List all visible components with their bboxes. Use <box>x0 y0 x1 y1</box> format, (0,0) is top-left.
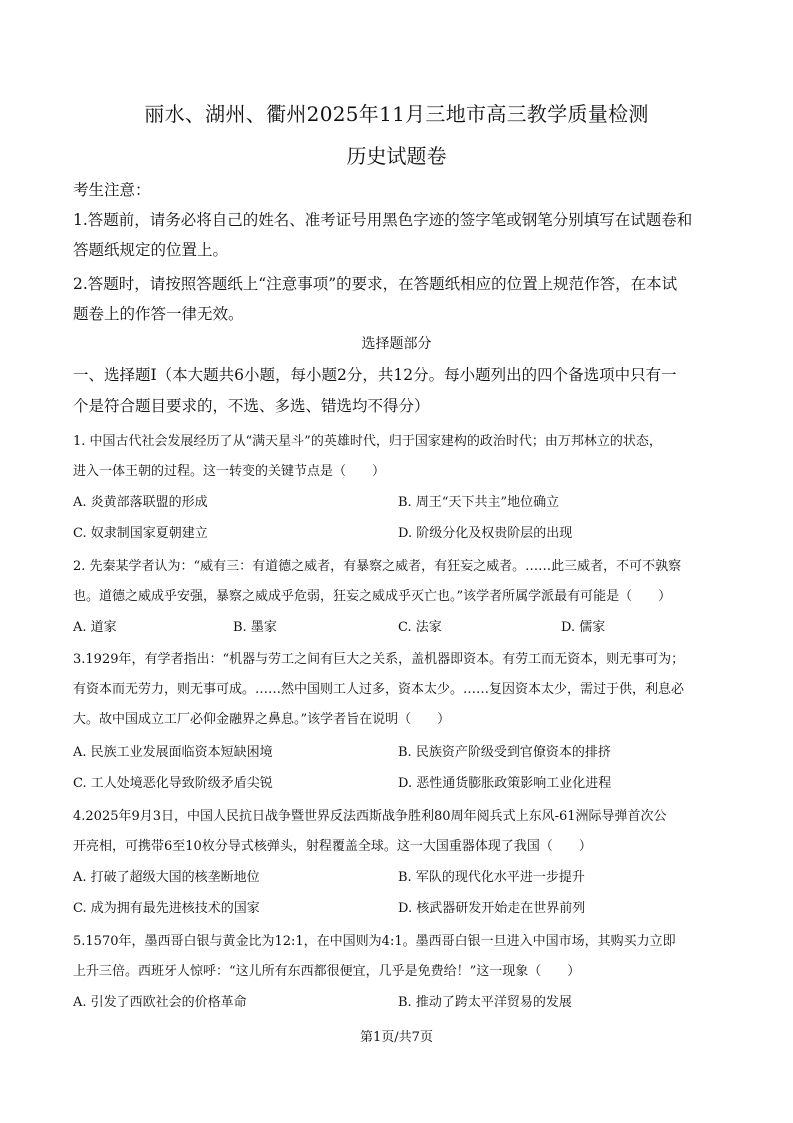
question-3-option-a: A. 民族工业发展面临资本短缺困境 <box>73 745 273 760</box>
exam-subtitle: 历史试题卷 <box>346 144 447 168</box>
question-3-option-b: B. 民族资产阶级受到官僚资本的排挤 <box>398 745 611 760</box>
notice-item-1-line-2: 答题纸规定的位置上。 <box>73 241 229 259</box>
question-5-stem-line-1: 5.1570年，墨西哥白银与黄金比为12:1，在中国则为4:1。墨西哥白银一旦进入中国市场，其购买力立即 <box>73 934 676 949</box>
exam-title: 丽水、湖州、衢州2025年11月三地市高三教学质量检测 <box>144 102 649 126</box>
question-1-option-b: B. 周王“天下共主”地位确立 <box>398 495 560 510</box>
question-2-stem-line-2: 也。道德之威成乎安强，暴察之威成乎危弱，狂妄之威成乎灭亡也。”该学者所属学派最有可能是（ ） <box>73 589 672 604</box>
question-4-option-c: C. 成为拥有最先进核技术的国家 <box>73 901 260 916</box>
notice-item-1-line-1: 1.答题前，请务必将自己的姓名、准考证号用黑色字迹的签字笔或钢笔分别填写在试题卷和 <box>73 211 693 229</box>
notice-item-2-line-1: 2.答题时，请按照答题纸上“注意事项”的要求，在答题纸相应的位置上规范作答，在本试 <box>73 275 678 293</box>
question-4-option-a: A. 打破了超级大国的核垄断地位 <box>73 870 260 885</box>
question-1-option-c: C. 奴隶制国家夏朝建立 <box>73 526 208 541</box>
question-2-option-c: C. 法家 <box>398 620 442 635</box>
question-3-option-d: D. 恶性通货膨胀政策影响工业化进程 <box>398 776 612 791</box>
question-1-option-a: A. 炎黄部落联盟的形成 <box>73 495 208 510</box>
question-5-option-b: B. 推动了跨太平洋贸易的发展 <box>398 995 572 1010</box>
question-2-stem-line-1: 2. 先秦某学者认为：“威有三：有道德之威者，有暴察之威者，有狂妄之威者。……此三威者，不可不孰察 <box>73 559 682 574</box>
notice-item-2-line-2: 题卷上的作答一律无效。 <box>73 305 244 323</box>
question-3-option-c: C. 工人处境恶化导致阶级矛盾尖锐 <box>73 776 273 791</box>
page-footer: 第1页/共7页 <box>360 1030 433 1045</box>
question-2-option-b: B. 墨家 <box>233 620 277 635</box>
question-1-stem-line-1: 1. 中国古代社会发展经历了从“满天星斗”的英雄时代，归于国家建构的政治时代；由万邦林立的状态， <box>73 434 662 449</box>
notice-heading: 考生注意： <box>73 181 151 199</box>
question-4-stem-line-2: 开亮相，可携带6至10枚分导式核弹头，射程覆盖全球。这一大国重器体现了我国（ ） <box>73 839 592 854</box>
question-3-stem-line-2: 有资本而无劳力，则无事可成。……然中国则工人过多，资本太少。……复因资本太少，需过于供，利息必 <box>73 682 685 697</box>
question-2-option-a: A. 道家 <box>73 620 117 635</box>
question-3-stem-line-3: 大。故中国成立工厂必仰金融界之鼻息。”该学者旨在说明（ ） <box>73 712 451 727</box>
question-4-option-d: D. 核武器研发开始走在世界前列 <box>398 901 586 916</box>
question-5-stem-line-2: 上升三倍。西班牙人惊呼：“这儿所有东西都很便宜，几乎是免费给！”这一现象（ ） <box>73 964 581 979</box>
part-1-instructions-line-2: 个是符合题目要求的，不选、多选、错选均不得分） <box>73 397 430 415</box>
question-3-stem-line-1: 3.1929年，有学者指出：“机器与劳工之间有巨大之关系，盖机器即资本。有劳工而无资本，则无事可为； <box>73 652 685 667</box>
part-1-instructions-line-1: 一、选择题Ⅰ（本大题共6小题，每小题2分，共12分。每小题列出的四个备选项中只有一 <box>73 366 677 384</box>
question-5-option-a: A. 引发了西欧社会的价格革命 <box>73 995 247 1010</box>
question-1-option-d: D. 阶级分化及权贵阶层的出现 <box>398 526 573 541</box>
question-2-option-d: D. 儒家 <box>561 620 606 635</box>
section-heading: 选择题部分 <box>361 336 432 352</box>
question-4-stem-line-1: 4.2025年9月3日，中国人民抗日战争暨世界反法西斯战争胜利80周年阅兵式上东风-61洲际导弹首次公 <box>73 809 667 824</box>
question-1-stem-line-2: 进入一体王朝的过程。这一转变的关键节点是（ ） <box>73 464 386 479</box>
question-4-option-b: B. 军队的现代化水平进一步提升 <box>398 870 585 885</box>
